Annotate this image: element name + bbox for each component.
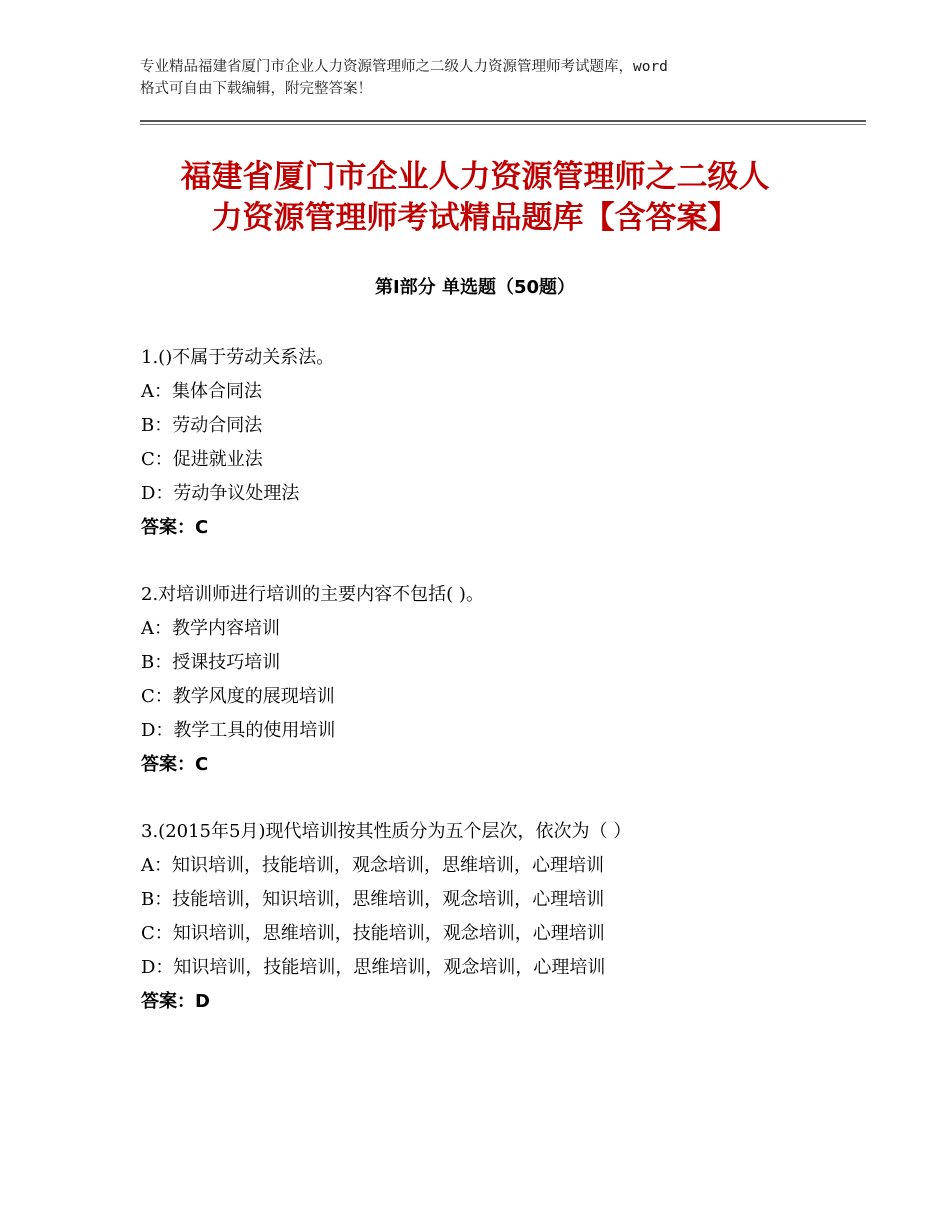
question-stem: 2.对培训师进行培训的主要内容不包括( )。	[141, 584, 484, 605]
question-3	[141, 815, 861, 1019]
question-2	[141, 578, 861, 782]
option-b: B：劳动合同法	[141, 415, 263, 436]
option-d: D：知识培训，技能培训，思维培训，观念培训，心理培训	[141, 957, 606, 978]
question-1	[141, 341, 861, 545]
option-d: D：教学工具的使用培训	[141, 720, 336, 741]
question-stem: 3.(2015年5月)现代培训按其性质分为五个层次，依次为（ ）	[141, 821, 632, 842]
answer-line: 答案：C	[141, 754, 209, 775]
option-b: B：技能培训，知识培训，思维培训，观念培训，心理培训	[141, 889, 605, 910]
header-divider-thick	[140, 120, 866, 122]
option-a: A：知识培训，技能培训，观念培训，思维培训，心理培训	[141, 855, 604, 876]
option-c: C：教学风度的展现培训	[141, 686, 335, 707]
question-stem: 1.()不属于劳动关系法。	[141, 347, 335, 368]
document-title-line-2: 力资源管理师考试精品题库【含答案】	[211, 200, 739, 236]
document-title	[100, 157, 850, 239]
option-d: D：劳动争议处理法	[141, 483, 300, 504]
option-c: C：知识培训，思维培训，技能培训，观念培训，心理培训	[141, 923, 605, 944]
option-c: C：促进就业法	[141, 449, 263, 470]
option-a: A：集体合同法	[141, 381, 262, 402]
answer-line: 答案：C	[141, 517, 209, 538]
section-heading: 第Ⅰ部分 单选题（50题）	[374, 277, 575, 298]
document-title-line-1: 福建省厦门市企业人力资源管理师之二级人	[180, 159, 770, 195]
header-divider-thin	[140, 124, 866, 125]
option-b: B：授课技巧培训	[141, 652, 281, 673]
header-note-line-1: 专业精品福建省厦门市企业人力资源管理师之二级人力资源管理师考试题库，word	[140, 59, 668, 75]
option-a: A：教学内容培训	[141, 618, 280, 639]
question-list	[141, 341, 861, 1052]
answer-line: 答案：D	[141, 991, 210, 1012]
header-note-line-2: 格式可自由下载编辑，附完整答案！	[140, 81, 372, 97]
header-note	[140, 56, 830, 100]
